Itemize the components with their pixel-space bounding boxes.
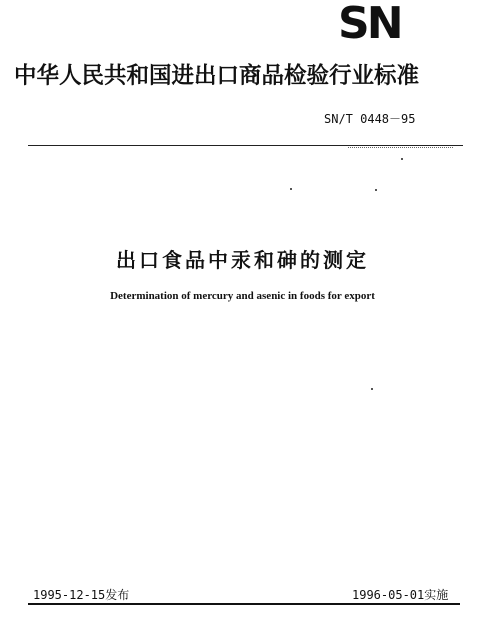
- header-divider-dots: [348, 147, 453, 148]
- standard-logo: [336, 0, 436, 44]
- scan-speck: [401, 158, 403, 160]
- issue-date: 1995-12-15发布: [33, 588, 130, 602]
- scan-speck: [375, 189, 377, 191]
- header-divider: [28, 145, 463, 146]
- logo-text: SN: [338, 0, 401, 44]
- scan-speck: [290, 188, 292, 190]
- standard-number: SN/T 0448－95: [324, 112, 416, 126]
- footer-divider: [28, 603, 460, 605]
- standard-category-title: 中华人民共和国进出口商品检验行业标准: [14, 63, 420, 89]
- implementation-date: 1996-05-01实施: [352, 588, 449, 602]
- document-title-en: Determination of mercury and asenic in foods for export: [110, 290, 375, 302]
- document-title-cn: 出口食品中汞和砷的测定: [116, 248, 369, 272]
- scan-speck: [371, 388, 373, 390]
